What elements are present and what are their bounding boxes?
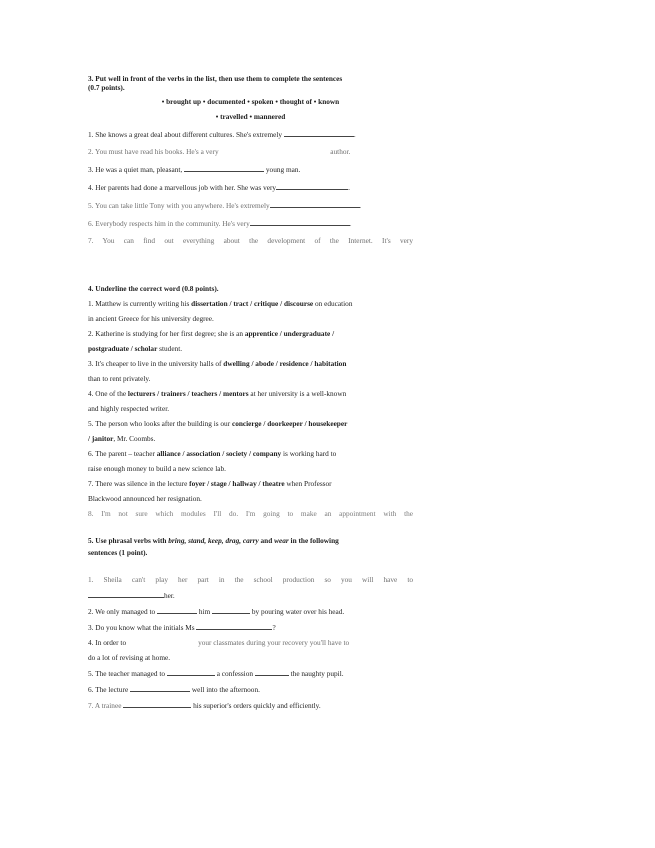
answer-blank[interactable] xyxy=(130,684,190,692)
word-options[interactable]: postgraduate / scholar xyxy=(88,344,158,353)
word-options[interactable]: concierge / doorkeeper / housekeeper xyxy=(231,419,348,428)
ex5-item-3: 3. Do you know what the initials Ms ? xyxy=(88,623,276,632)
ex4-item-1: 1. Matthew is currently writing his dissertation / tract / critique / discourse on education in ancient Greece for his university degree. xyxy=(88,299,353,323)
ex4-item-8: 8. I'm not sure which modules I'll do. I'm going to make an appointment with the xyxy=(88,509,413,523)
word-list-line-1: • brought up • documented • spoken • thought of • known xyxy=(161,97,340,106)
ex4-item-4: 4. One of the lecturers / trainers / teachers / mentors at her university is a well-known and highly respected writer. xyxy=(88,389,347,413)
ex3-item-3: 3. He was a quiet man, pleasant, young man. xyxy=(88,165,301,174)
ex5-item-1: 1. Sheila can't play her part in the school production so you will have to her. xyxy=(88,575,413,600)
word-options[interactable]: / janitor xyxy=(88,434,114,443)
ex5-item-2: 2. We only managed to him by pouring water over his head. xyxy=(88,607,345,616)
ex4-item-5: 5. The person who looks after the building is our concierge / doorkeeper / housekeeper / janitor, Mr. Coombs. xyxy=(88,419,348,443)
ex3-item-7: 7. You can find out everything about the development of the Internet. It's very xyxy=(88,236,413,245)
exercise-5-title-line-2: sentences (1 point). xyxy=(88,548,148,557)
ex5-item-5: 5. The teacher managed to a confession the naughty pupil. xyxy=(88,669,344,678)
cropped-line xyxy=(88,518,413,523)
word-options[interactable]: apprentice / undergraduate / xyxy=(244,329,335,338)
exercise-5 xyxy=(88,536,413,710)
answer-blank[interactable] xyxy=(88,590,164,598)
exercise-4 xyxy=(88,284,413,523)
exercise-5-title-line-1: 5. Use phrasal verbs with bring, stand, keep, drag, carry and wear in the following xyxy=(88,536,339,545)
ex5-item-4: 4. In order to your classmates during your recovery you'll have to do a lot of revising at home. xyxy=(88,638,350,662)
answer-blank[interactable] xyxy=(123,700,191,708)
answer-blank[interactable] xyxy=(167,668,215,676)
word-options[interactable]: lecturers / trainers / teachers / mentors xyxy=(127,389,249,398)
ex3-item-5: 5. You can take little Tony with you anywhere. He's extremely . xyxy=(88,201,362,210)
answer-blank[interactable] xyxy=(284,129,354,137)
ex4-item-3: 3. It's cheaper to live in the university halls of dwelling / abode / residence / habitation than to rent privately. xyxy=(88,359,347,383)
word-options[interactable]: alliance / association / society / company xyxy=(156,449,282,458)
answer-blank[interactable] xyxy=(196,622,272,630)
exercise-3-title-line-1: 3. Put well in front of the verbs in the list, then use them to complete the sentences xyxy=(88,74,343,83)
answer-blank[interactable] xyxy=(184,164,264,172)
word-options[interactable]: dwelling / abode / residence / habitation xyxy=(223,359,347,368)
ex4-item-6: 6. The parent – teacher alliance / association / society / company is working hard to raise enough money to build a new science lab. xyxy=(88,449,337,473)
ex3-item-1: 1. She knows a great deal about different cultures. She's extremely . xyxy=(88,130,356,139)
exercise-3 xyxy=(88,74,413,245)
answer-blank[interactable] xyxy=(270,200,360,208)
answer-blank[interactable] xyxy=(250,218,350,226)
ex5-item-6: 6. The lecture well into the afternoon. xyxy=(88,685,260,694)
ex3-item-4: 4. Her parents had done a marvellous job with her. She was very . xyxy=(88,183,350,192)
answer-blank[interactable] xyxy=(276,182,348,190)
ex4-item-7: 7. There was silence in the lecture foyer / stage / hallway / theatre when Professor Blackwood announced her resignation. xyxy=(88,479,332,503)
answer-blank[interactable] xyxy=(157,606,197,614)
exercise-3-title-line-2: (0.7 points). xyxy=(88,83,125,92)
ex3-item-6: 6. Everybody respects him in the community. He's very . xyxy=(88,219,352,228)
word-options[interactable]: dissertation / tract / critique / discourse xyxy=(191,299,314,308)
answer-blank[interactable] xyxy=(212,606,250,614)
exercise-4-title: 4. Underline the correct word (0.8 points). xyxy=(88,284,219,293)
ex5-item-7: 7. A trainee his superior's orders quickly and efficiently. xyxy=(88,701,321,710)
ex4-item-2: 2. Katherine is studying for her first degree; she is an apprentice / undergraduate / postgraduate / scholar student. xyxy=(88,329,335,353)
ex3-item-2: 2. You must have read his books. He's a very author. xyxy=(88,147,351,156)
word-options[interactable]: foyer / stage / hallway / theatre xyxy=(189,479,285,488)
answer-blank[interactable] xyxy=(255,668,289,676)
word-list-line-2: • travelled • mannered xyxy=(215,112,286,121)
